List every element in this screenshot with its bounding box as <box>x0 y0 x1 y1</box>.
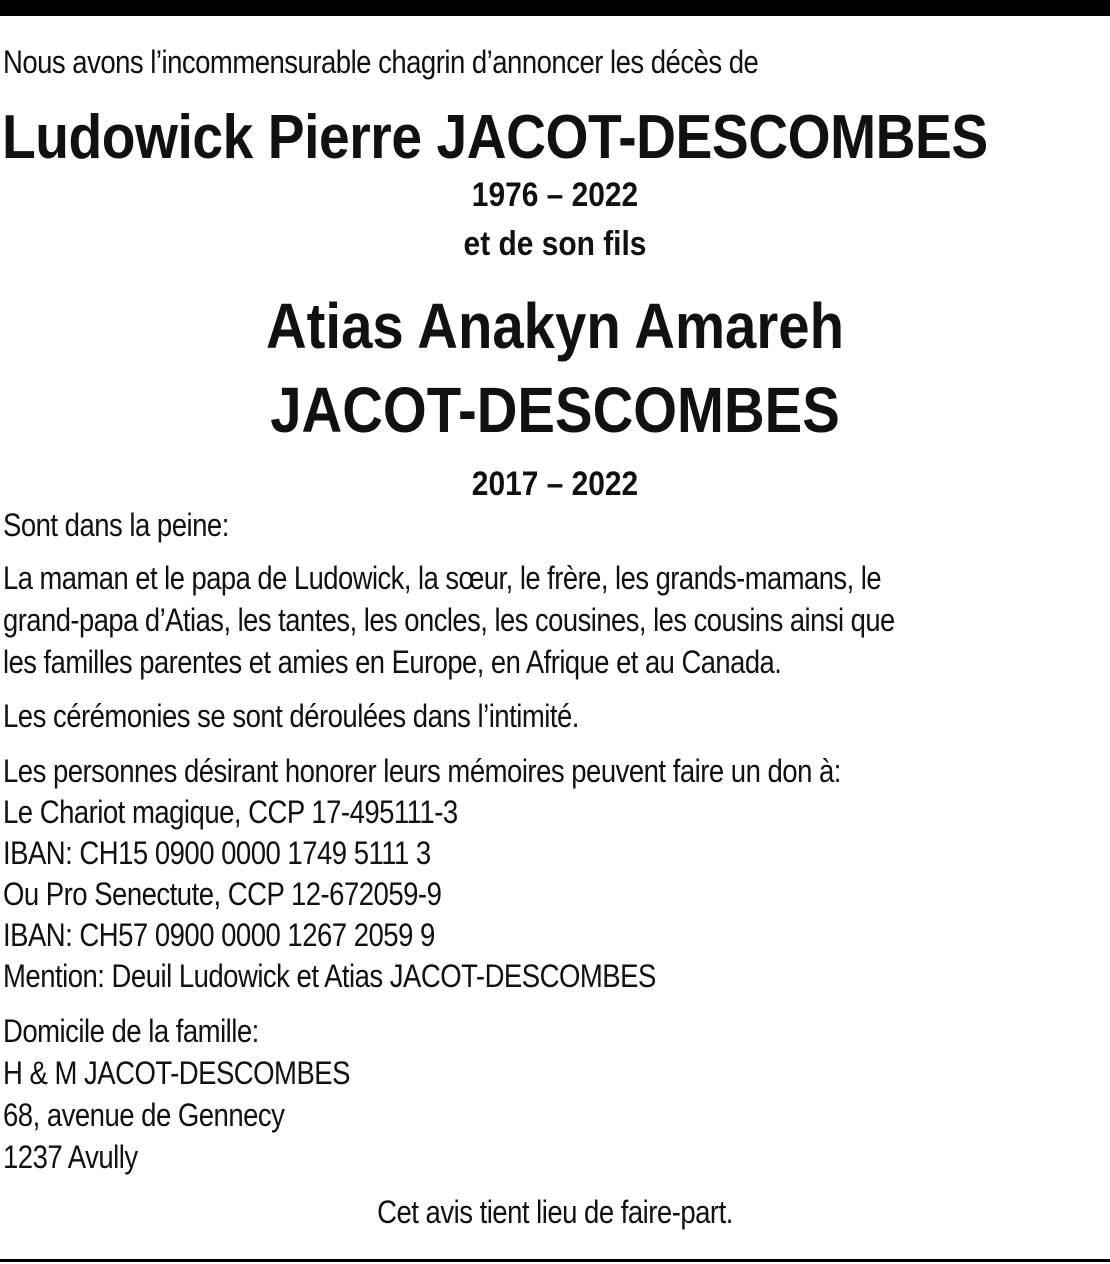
mourners-label: Sont dans la peine: <box>3 507 229 543</box>
donations-line: Ou Pro Senectute, CCP 12-672059-9 <box>3 876 442 912</box>
donations-line: IBAN: CH15 0900 0000 1749 5111 3 <box>3 835 431 871</box>
deceased-2-name-line-2: JACOT-DESCOMBES <box>270 374 840 446</box>
family-address-line: Domicile de la famille: <box>3 1013 259 1049</box>
donations-line: IBAN: CH57 0900 0000 1267 2059 9 <box>3 917 435 953</box>
intro-text: Nous avons l’incommensurable chagrin d’annoncer les décès de <box>3 44 759 80</box>
closing-text: Cet avis tient lieu de faire-part. <box>377 1194 733 1230</box>
bottom-rule <box>0 1259 1110 1262</box>
connector-text: et de son fils <box>463 225 647 263</box>
donations-line: Les personnes désirant honorer leurs mémoires peuvent faire un don à: <box>3 753 841 789</box>
family-address-line: 1237 Avully <box>3 1139 138 1175</box>
mourners-line: les familles parentes et amies en Europe, en Afrique et au Canada. <box>3 644 782 680</box>
mourners-line: La maman et le papa de Ludowick, la sœur, le frère, les grands-mamans, le <box>3 560 882 596</box>
family-address-line: H & M JACOT-DESCOMBES <box>3 1055 350 1091</box>
donations-line: Le Chariot magique, CCP 17-495111-3 <box>3 794 458 830</box>
ceremonies-text: Les cérémonies se sont déroulées dans l’intimité. <box>3 698 579 734</box>
deceased-1-name: Ludowick Pierre JACOT-DESCOMBES <box>2 103 988 172</box>
family-address-line: 68, avenue de Gennecy <box>3 1097 285 1133</box>
donations-line: Mention: Deuil Ludowick et Atias JACOT-DESCOMBES <box>3 958 656 994</box>
deceased-1-years: 1976 – 2022 <box>471 176 639 214</box>
top-rule <box>0 0 1110 16</box>
mourners-line: grand-papa d’Atias, les tantes, les oncles, les cousines, les cousins ainsi que <box>3 602 895 638</box>
deceased-2-name-line-1: Atias Anakyn Amareh <box>266 290 844 362</box>
deceased-2-years: 2017 – 2022 <box>471 465 639 503</box>
